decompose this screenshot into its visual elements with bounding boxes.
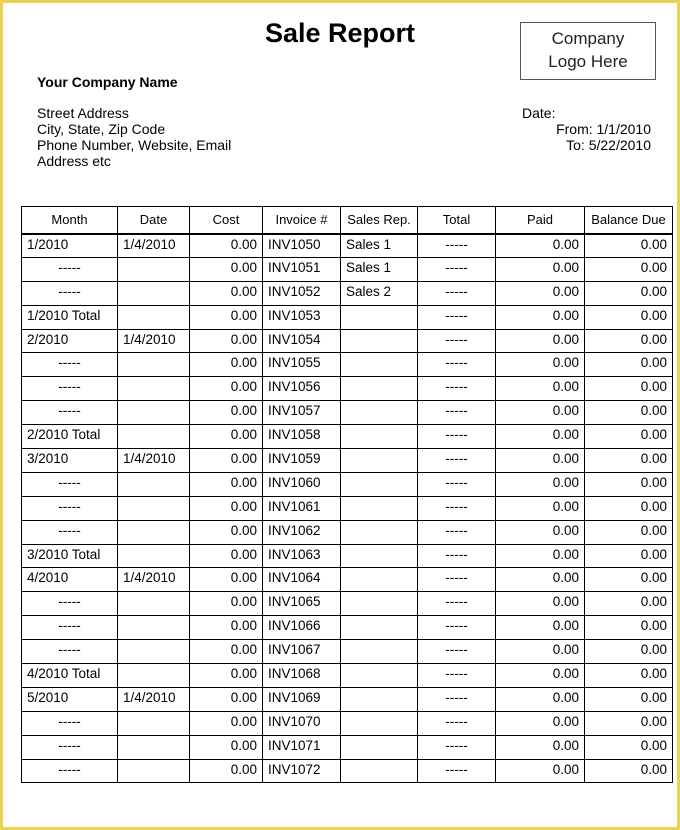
cell-total: ----- (418, 616, 496, 640)
cell-month: 2/2010 Total (22, 425, 118, 449)
cell-sales-rep (341, 449, 418, 473)
cell-sales-rep (341, 305, 418, 329)
address-line: Phone Number, Website, Email (37, 137, 232, 153)
cell-sales-rep (341, 664, 418, 688)
cell-total: ----- (418, 496, 496, 520)
cell-cost: 0.00 (190, 664, 263, 688)
cell-balance-due: 0.00 (585, 687, 673, 711)
cell-month: 3/2010 (22, 449, 118, 473)
cell-total: ----- (418, 281, 496, 305)
cell-invoice: INV1051 (263, 257, 341, 281)
cell-total: ----- (418, 687, 496, 711)
column-header-total: Total (418, 207, 496, 234)
cell-invoice: INV1057 (263, 401, 341, 425)
cell-total: ----- (418, 449, 496, 473)
table-row (22, 568, 673, 592)
cell-paid: 0.00 (496, 234, 585, 258)
table-row (22, 496, 673, 520)
cell-balance-due: 0.00 (585, 616, 673, 640)
cell-month: 1/2010 Total (22, 305, 118, 329)
cell-month: ----- (22, 735, 118, 759)
cell-total: ----- (418, 257, 496, 281)
cell-paid: 0.00 (496, 616, 585, 640)
cell-sales-rep: Sales 2 (341, 281, 418, 305)
cell-sales-rep (341, 687, 418, 711)
cell-invoice: INV1050 (263, 234, 341, 258)
cell-cost: 0.00 (190, 449, 263, 473)
cell-balance-due: 0.00 (585, 353, 673, 377)
cell-invoice: INV1055 (263, 353, 341, 377)
cell-sales-rep: Sales 1 (341, 257, 418, 281)
cell-month: 3/2010 Total (22, 544, 118, 568)
column-header-balance-due: Balance Due (585, 207, 673, 234)
cell-sales-rep (341, 568, 418, 592)
cell-cost: 0.00 (190, 353, 263, 377)
cell-balance-due: 0.00 (585, 305, 673, 329)
table-row (22, 711, 673, 735)
cell-paid: 0.00 (496, 568, 585, 592)
table-row (22, 449, 673, 473)
column-header-month: Month (22, 207, 118, 234)
cell-month: ----- (22, 353, 118, 377)
table-row (22, 664, 673, 688)
cell-invoice: INV1068 (263, 664, 341, 688)
cell-total: ----- (418, 520, 496, 544)
cell-invoice: INV1058 (263, 425, 341, 449)
cell-month: 4/2010 Total (22, 664, 118, 688)
cell-date (118, 353, 190, 377)
cell-paid: 0.00 (496, 759, 585, 783)
cell-paid: 0.00 (496, 664, 585, 688)
table-row (22, 735, 673, 759)
cell-paid: 0.00 (496, 711, 585, 735)
table-row (22, 544, 673, 568)
cell-balance-due: 0.00 (585, 664, 673, 688)
cell-cost: 0.00 (190, 735, 263, 759)
cell-cost: 0.00 (190, 281, 263, 305)
cell-paid: 0.00 (496, 449, 585, 473)
cell-total: ----- (418, 353, 496, 377)
cell-total: ----- (418, 377, 496, 401)
cell-month: ----- (22, 401, 118, 425)
cell-month: ----- (22, 592, 118, 616)
cell-balance-due: 0.00 (585, 568, 673, 592)
logo-line-2: Logo Here (548, 52, 628, 71)
column-header-sales-rep: Sales Rep. (341, 207, 418, 234)
cell-sales-rep (341, 377, 418, 401)
address-line: Street Address (37, 105, 129, 121)
date-from: From: 1/1/2010 (556, 121, 651, 137)
cell-cost: 0.00 (190, 377, 263, 401)
cell-invoice: INV1053 (263, 305, 341, 329)
cell-sales-rep (341, 353, 418, 377)
cell-cost: 0.00 (190, 687, 263, 711)
cell-total: ----- (418, 592, 496, 616)
table-row (22, 640, 673, 664)
cell-invoice: INV1069 (263, 687, 341, 711)
cell-invoice: INV1066 (263, 616, 341, 640)
cell-sales-rep: Sales 1 (341, 234, 418, 258)
cell-date (118, 472, 190, 496)
cell-paid: 0.00 (496, 735, 585, 759)
cell-balance-due: 0.00 (585, 592, 673, 616)
cell-invoice: INV1072 (263, 759, 341, 783)
cell-invoice: INV1064 (263, 568, 341, 592)
cell-total: ----- (418, 735, 496, 759)
cell-cost: 0.00 (190, 568, 263, 592)
cell-cost: 0.00 (190, 592, 263, 616)
cell-invoice: INV1060 (263, 472, 341, 496)
column-header-paid: Paid (496, 207, 585, 234)
cell-sales-rep (341, 472, 418, 496)
table-row (22, 520, 673, 544)
cell-invoice: INV1070 (263, 711, 341, 735)
cell-paid: 0.00 (496, 281, 585, 305)
cell-sales-rep (341, 711, 418, 735)
page-title: Sale Report (264, 18, 416, 48)
cell-month: 2/2010 (22, 329, 118, 353)
cell-paid: 0.00 (496, 305, 585, 329)
cell-date (118, 257, 190, 281)
column-header-date: Date (118, 207, 190, 234)
cell-total: ----- (418, 544, 496, 568)
cell-balance-due: 0.00 (585, 759, 673, 783)
cell-cost: 0.00 (190, 520, 263, 544)
cell-date (118, 759, 190, 783)
cell-month: ----- (22, 496, 118, 520)
cell-paid: 0.00 (496, 401, 585, 425)
report-dates (480, 105, 651, 153)
cell-month: ----- (22, 281, 118, 305)
cell-balance-due: 0.00 (585, 329, 673, 353)
cell-total: ----- (418, 305, 496, 329)
company-logo-placeholder (520, 22, 656, 80)
cell-date (118, 496, 190, 520)
cell-date (118, 377, 190, 401)
address-line: Address etc (37, 153, 111, 169)
cell-date: 1/4/2010 (118, 568, 190, 592)
cell-sales-rep (341, 616, 418, 640)
cell-sales-rep (341, 425, 418, 449)
company-address (37, 105, 231, 169)
cell-paid: 0.00 (496, 425, 585, 449)
cell-sales-rep (341, 759, 418, 783)
cell-paid: 0.00 (496, 544, 585, 568)
cell-date (118, 305, 190, 329)
company-name: Your Company Name (37, 74, 178, 90)
cell-total: ----- (418, 472, 496, 496)
cell-month: ----- (22, 377, 118, 401)
column-header-cost: Cost (190, 207, 263, 234)
cell-date (118, 640, 190, 664)
cell-month: ----- (22, 616, 118, 640)
cell-total: ----- (418, 329, 496, 353)
cell-date (118, 735, 190, 759)
cell-balance-due: 0.00 (585, 401, 673, 425)
cell-balance-due: 0.00 (585, 377, 673, 401)
cell-cost: 0.00 (190, 544, 263, 568)
cell-month: ----- (22, 520, 118, 544)
table-row (22, 305, 673, 329)
cell-balance-due: 0.00 (585, 520, 673, 544)
cell-date (118, 711, 190, 735)
cell-sales-rep (341, 640, 418, 664)
cell-balance-due: 0.00 (585, 449, 673, 473)
cell-paid: 0.00 (496, 687, 585, 711)
table-row (22, 592, 673, 616)
cell-cost: 0.00 (190, 472, 263, 496)
cell-invoice: INV1067 (263, 640, 341, 664)
cell-balance-due: 0.00 (585, 496, 673, 520)
cell-sales-rep (341, 401, 418, 425)
cell-total: ----- (418, 640, 496, 664)
cell-date (118, 616, 190, 640)
cell-cost: 0.00 (190, 711, 263, 735)
cell-cost: 0.00 (190, 759, 263, 783)
cell-total: ----- (418, 234, 496, 258)
cell-balance-due: 0.00 (585, 425, 673, 449)
table-row (22, 759, 673, 783)
table-row (22, 377, 673, 401)
table-row (22, 472, 673, 496)
cell-sales-rep (341, 520, 418, 544)
cell-sales-rep (341, 544, 418, 568)
cell-balance-due: 0.00 (585, 711, 673, 735)
table-row (22, 281, 673, 305)
cell-paid: 0.00 (496, 592, 585, 616)
cell-date (118, 664, 190, 688)
cell-date (118, 520, 190, 544)
cell-balance-due: 0.00 (585, 640, 673, 664)
cell-invoice: INV1062 (263, 520, 341, 544)
cell-date: 1/4/2010 (118, 234, 190, 258)
cell-balance-due: 0.00 (585, 257, 673, 281)
cell-sales-rep (341, 329, 418, 353)
cell-paid: 0.00 (496, 353, 585, 377)
cell-total: ----- (418, 425, 496, 449)
cell-invoice: INV1063 (263, 544, 341, 568)
cell-balance-due: 0.00 (585, 234, 673, 258)
table-row (22, 687, 673, 711)
cell-balance-due: 0.00 (585, 472, 673, 496)
table-row (22, 401, 673, 425)
table-row (22, 329, 673, 353)
cell-invoice: INV1061 (263, 496, 341, 520)
cell-month: ----- (22, 257, 118, 281)
cell-cost: 0.00 (190, 234, 263, 258)
cell-date (118, 544, 190, 568)
sales-table (21, 206, 673, 783)
cell-cost: 0.00 (190, 305, 263, 329)
cell-paid: 0.00 (496, 377, 585, 401)
cell-invoice: INV1059 (263, 449, 341, 473)
cell-month: ----- (22, 711, 118, 735)
cell-paid: 0.00 (496, 329, 585, 353)
cell-balance-due: 0.00 (585, 735, 673, 759)
table-row (22, 353, 673, 377)
cell-invoice: INV1054 (263, 329, 341, 353)
table-header-row (22, 207, 673, 234)
cell-invoice: INV1056 (263, 377, 341, 401)
cell-date (118, 401, 190, 425)
cell-paid: 0.00 (496, 257, 585, 281)
cell-invoice: INV1071 (263, 735, 341, 759)
cell-month: ----- (22, 472, 118, 496)
cell-month: ----- (22, 759, 118, 783)
cell-sales-rep (341, 496, 418, 520)
cell-cost: 0.00 (190, 401, 263, 425)
date-to: To: 5/22/2010 (566, 137, 651, 153)
logo-line-1: Company (551, 29, 625, 48)
date-label: Date: (522, 105, 556, 121)
cell-sales-rep (341, 735, 418, 759)
cell-month: 4/2010 (22, 568, 118, 592)
cell-month: 1/2010 (22, 234, 118, 258)
cell-paid: 0.00 (496, 472, 585, 496)
cell-date (118, 425, 190, 449)
cell-paid: 0.00 (496, 640, 585, 664)
table-row (22, 425, 673, 449)
cell-date: 1/4/2010 (118, 449, 190, 473)
table-row (22, 257, 673, 281)
cell-total: ----- (418, 664, 496, 688)
table-row (22, 234, 673, 258)
cell-cost: 0.00 (190, 496, 263, 520)
cell-total: ----- (418, 759, 496, 783)
column-header-invoice: Invoice # (263, 207, 341, 234)
cell-cost: 0.00 (190, 425, 263, 449)
cell-date (118, 592, 190, 616)
cell-cost: 0.00 (190, 257, 263, 281)
cell-date: 1/4/2010 (118, 687, 190, 711)
cell-invoice: INV1052 (263, 281, 341, 305)
cell-date: 1/4/2010 (118, 329, 190, 353)
cell-sales-rep (341, 592, 418, 616)
cell-cost: 0.00 (190, 640, 263, 664)
cell-cost: 0.00 (190, 616, 263, 640)
cell-balance-due: 0.00 (585, 544, 673, 568)
cell-balance-due: 0.00 (585, 281, 673, 305)
cell-paid: 0.00 (496, 496, 585, 520)
cell-date (118, 281, 190, 305)
cell-paid: 0.00 (496, 520, 585, 544)
address-line: City, State, Zip Code (37, 121, 166, 137)
cell-total: ----- (418, 568, 496, 592)
cell-invoice: INV1065 (263, 592, 341, 616)
table-body (22, 234, 673, 783)
cell-month: ----- (22, 640, 118, 664)
cell-cost: 0.00 (190, 329, 263, 353)
cell-month: 5/2010 (22, 687, 118, 711)
cell-total: ----- (418, 401, 496, 425)
table-row (22, 616, 673, 640)
cell-total: ----- (418, 711, 496, 735)
